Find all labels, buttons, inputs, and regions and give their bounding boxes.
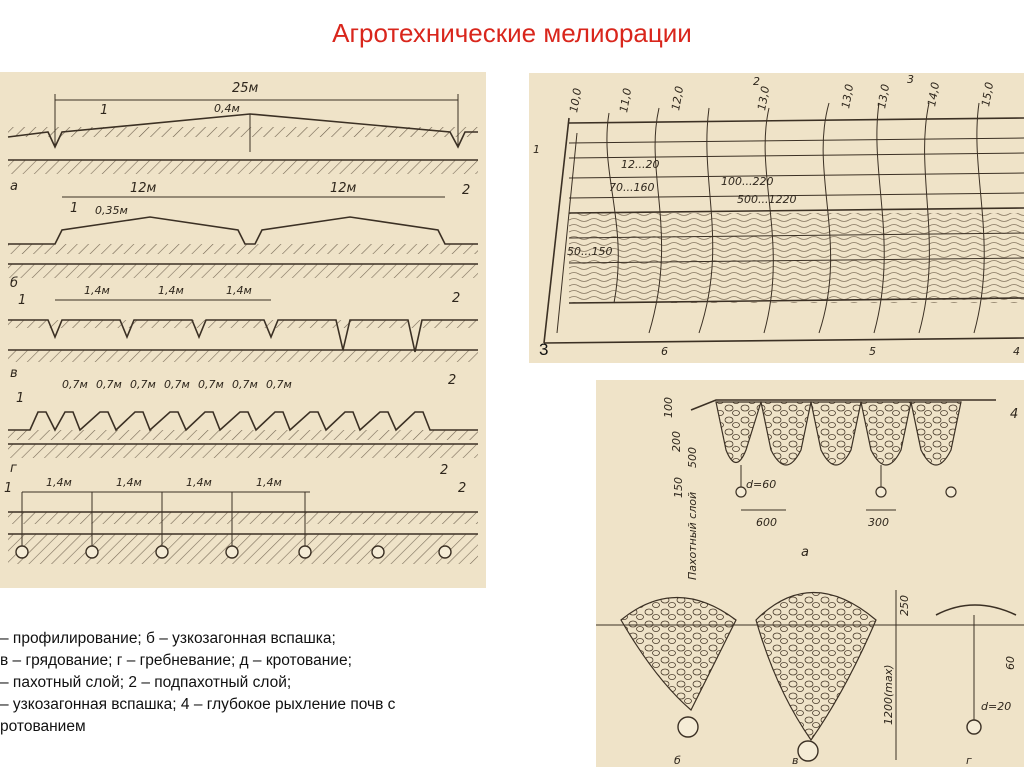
label-04m: 0,4м (214, 102, 240, 115)
caption-line-2: в – грядование; г – гребневание; д – кротование; (0, 652, 352, 669)
label-mark-1-b: 1 (70, 201, 79, 216)
label-14m-v1: 1,4м (84, 284, 110, 297)
range-label-1: 12...20 (621, 158, 660, 171)
range-label-4: 500...1220 (737, 193, 797, 206)
figure-4-number: 4 (1010, 407, 1019, 422)
dim-600: 600 (756, 516, 777, 529)
mark-3: 3 (907, 73, 914, 86)
label-07m-4: 0,7м (164, 378, 190, 391)
depth-label-8: 15,0 (979, 81, 997, 108)
mark-4: 4 (1013, 345, 1020, 358)
range-label-5: 50...150 (567, 245, 613, 258)
label-letter-b: б (10, 276, 19, 291)
label-mark-2-g: 2 (440, 463, 449, 478)
mark-5: 5 (869, 345, 876, 358)
label-14m-d2: 1,4м (116, 476, 142, 489)
label-035m: 0,35м (95, 204, 128, 217)
profile-row-d (4, 476, 478, 564)
figure-3-cross-section (529, 73, 1024, 363)
label-07m-2: 0,7м (96, 378, 122, 391)
label-mark-2-b: 2 (452, 291, 461, 306)
label-07m-1: 0,7м (62, 378, 88, 391)
caption-line-1: – профилирование; б – узкозагонная вспашка; (0, 630, 336, 647)
label-mark-2-v: 2 (448, 373, 457, 388)
depth-label-4: 13,0 (755, 85, 773, 112)
label-14m-d3: 1,4м (186, 476, 212, 489)
depth-label-5: 13,0 (839, 83, 857, 110)
dim-200: 200 (670, 431, 683, 452)
depth-label-6: 13,0 (875, 83, 893, 110)
label-07m-3: 0,7м (130, 378, 156, 391)
label-14m-v3: 1,4м (226, 284, 252, 297)
figure-caption (0, 628, 480, 738)
figure-4-deep-loosening (596, 380, 1024, 767)
depth-label-1: 10,0 (567, 87, 585, 114)
slide-title: Агротехнические мелиорации (332, 18, 692, 48)
dim-500: 500 (686, 447, 699, 468)
profile-row-a (8, 81, 478, 198)
letter-v: в (792, 754, 799, 767)
label-mark-1-d: 1 (4, 481, 13, 496)
label-letter-v: в (10, 366, 18, 381)
label-07m-5: 0,7м (198, 378, 224, 391)
range-label-3: 100...220 (721, 175, 774, 188)
depth-label-7: 14,0 (925, 81, 943, 108)
mark-1: 1 (533, 143, 540, 156)
dim-250: 250 (898, 595, 911, 616)
label-mark-1-g: 1 (16, 391, 25, 406)
mark-2: 2 (753, 75, 760, 88)
layer-label: Пахотный слой (686, 491, 699, 580)
label-mark-2: 2 (462, 183, 471, 198)
label-07m-6: 0,7м (232, 378, 258, 391)
label-25m: 25м (232, 81, 259, 96)
diameter-b: d=20 (981, 700, 1012, 713)
mark-6: 6 (661, 345, 668, 358)
dim-1200max: 1200(max) (882, 664, 895, 725)
diameter-a: d=60 (746, 478, 777, 491)
label-mark-2-d: 2 (458, 481, 467, 496)
figure-soil-profiles (0, 72, 486, 588)
label-12m-b: 12м (330, 181, 357, 196)
caption-line-3: – пахотный слой; 2 – подпахотный слой; (0, 674, 292, 691)
depth-label-3: 12,0 (669, 85, 687, 112)
range-label-2: 70...160 (609, 181, 655, 194)
caption-line-5: ротованием (0, 718, 86, 735)
dim-150: 150 (672, 477, 685, 498)
depth-label-2: 11,0 (617, 87, 635, 114)
letter-b: б (674, 754, 681, 767)
letter-g: г (966, 754, 972, 767)
label-letter-g: г (10, 461, 17, 476)
caption-line-4: – узкозагонная вспашка; 4 – глубокое рыхление почв с (0, 696, 396, 713)
label-letter-a: а (10, 179, 18, 194)
label-12m-a: 12м (130, 181, 157, 196)
dim-60: 60 (1004, 656, 1017, 670)
profile-row-v (8, 284, 478, 388)
label-mark-1: 1 (100, 103, 109, 118)
figure-3-number: 3 (539, 340, 549, 359)
profile-row-g (8, 378, 478, 478)
label-mark-1-v: 1 (18, 293, 27, 308)
dim-300: 300 (868, 516, 889, 529)
letter-a: а (801, 545, 809, 560)
label-07m-7: 0,7м (266, 378, 292, 391)
label-14m-v2: 1,4м (158, 284, 184, 297)
label-14m-d4: 1,4м (256, 476, 282, 489)
label-14m-d1: 1,4м (46, 476, 72, 489)
dim-100: 100 (662, 397, 675, 418)
